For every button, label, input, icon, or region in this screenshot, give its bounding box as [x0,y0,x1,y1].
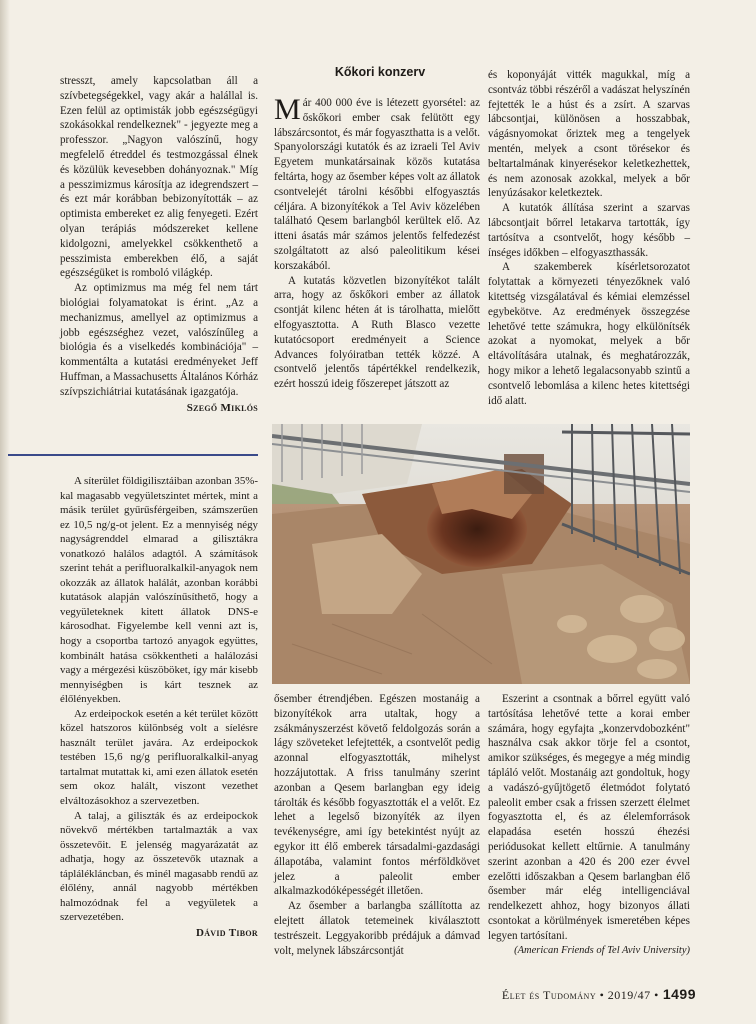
cave-excavation-icon [272,424,690,684]
paragraph: A síterület földigiliszt​áiban azonban 35%-kal magasabb vegyületszintet mértek, mint a másik terület gyűrűsférgeiben, számszerűen ez 10,5 ng/g-ot jelent. Ez a mennyiség négy nagyságrenddel elmarad a gilisztákra vonatkozó halálos adagtól. A számítások szerint tehát a perifluoralkalkil-anyagok nem okozzák az állatok halálát, azonban korábbi kutatások alapján valószínűsíthető, hogy a vegyületeknek kitett állatok DNS-e károsodhat. Figyelembe kell venni azt is, hogy a csoportba tartozó anyagok együttes, kombinált hatása csökkentheti a halálozási vagy a mérgezési küszöböket, így már kisebb mennyiségben is kárt tesznek az élőlényekben. [60,475,258,706]
paragraph: A szakemberek kísérletsorozatot folytattak a környezeti tényezőknek való kitettség vizsgálatával és kémiai elemzéssel egybekötve. Az eredmények összegzése lehetővé tette számukra, hogy elkülönítsék azokat a nyomokat, melyek a bőr eltávolítására utalnak, és meghatározzák, hogy mikor a lehető legalacsonyabb szintű a csontvelő lebomlása a kilenc hetes kitettségi idő alatt. [488,261,690,407]
cave-excavation-photo [272,424,690,684]
column-1-top [60,74,258,415]
author-signature: Szegő Miklós [186,401,258,414]
page-edge-shadow [0,0,10,1024]
paragraph: Az erdeipockok esetén a két terület között közel hatszoros különbség volt a síelésre használt terület javára. Az erdeipockok testében 15,6 ng/g perifluoralkalkil-anyag tartalmat mutattak ki, ami ezen állatok esetén sem okoz halált, viszont vezethet elváltozásokhoz a szervezetben. [60,707,258,808]
column-1-bottom [60,474,258,941]
paragraph: ősember étrendjében. Egészen mostanáig a bizonyítékok arra utaltak, hogy a zsákmányszerzést követő feldolgozás során a lágy szöveteket lefejtették, a csontvelőt pedig azonnal elfogyasztották, mihelyst hozzájutottak. A friss tanulmány szerint azonban a Qesem barlangban egy ideig tárolták és később fogyasztották el a velőt. Ez lehet a legelső bizonyíték az ilyen tevékenységre, ami így betekintést nyújt az egykor itt élő emberek társadalmi-gazdasági állapotába, valamint fontos mérföldkövet jelez a paleolit ember alkalmazkodóképességét illetően. [274,693,480,898]
article-title: Kőkori konzerv [334,65,426,79]
column-3-top [488,68,690,408]
paragraph: Az optimizmus ma még fel nem tárt biológiai folyamatokat is érint. „Az a mechanizmus, amellyel az optimizmus a jobb egészséghez vezet, valószínűleg a biológia és a viselkedés kombinációja" – kommentálta a kutatási eredményeket Jeff Huffman, a Massachusetts Általános Kórház szívpszichiátriai kutatásának igazgatója. [60,282,258,398]
paragraph [274,93,480,274]
magazine-issue: Élet és Tudomány • 2019/47 • [501,988,659,1002]
page-footer [502,986,696,1003]
paragraph-text: ár 400 000 éve is létezett gyorsétel: az őskőkori ember csak felütött egy lábszárcsontot, és már fogyaszthatta is a velőt. Spanyolországi kutatók és az izraeli Tel Aviv Egyetem munkatársainak közös kutatása feltárta, hogy az ősember képes volt az állatok csontvelejét tárolni későbbi elfogyasztás céljára. A bizonyítékok a Tel Aviv közelében található Qesem barlangból kerültek elő. Az itteni ásatás már számos jelentős felfedezést szolgáltatott az alsó paleolitikum kései korszakából. [274,97,480,272]
column-3-bottom [488,692,690,958]
column-2-bottom [274,692,480,958]
drop-cap: M [274,93,301,126]
paragraph: Eszerint a csontnak a bőrrel együtt való tartósítása lehetővé tette a korai ember számára, hogy egyfajta „konzervdobozként" használva csak akkor törje fel a csontot, amikor szükséges, és megegye a még mindig tápláló velőt. Mostanáig azt gondoltuk, hogy a vadászó-gyűjtögető életmódot folytató paleolit ember csak a frissen szerzett élelmet fogyasztotta el, és az élelemforrások elapadása esetén hosszú éhezési periódusokat kellett eltűrnie. A tanulmány szerint azonban a 420 és 200 ezer évvel ezelőtti időszakban a Qesem barlangban élő ősember már elég intelligenciával rendelkezett ahhoz, hogy bizonyos állati csontokat a körülmények ismeretében képes legyen tartósítani. [488,693,690,942]
paragraph: Az ősember a barlangba szállította az elejtett állatok tetemeinek kiválasztott testrészeit. Leggyakoribb prédájuk a dámvad volt, melynek lábszárcsontját [274,900,480,957]
paragraph: stresszt, amely kapcsolatban áll a szívbetegségekkel, vagy akár a halállal is. Ezen felül az optimisták jobb egészségügyi szokásokkal rendelkeznek" - jegyezte meg a professzor. „Nagyon valószínű, hogy megfelelő étreddel és testmozgással élnek és közülük kevesebben dohányoznak." Míg a pesszimizmus károsítja az idegrendszert – és ezt már korábban bebizonyították – az optimista embereket ez alig fenyegeti. Ezért olyan terápiás módszereket kellene kidolgozni, amelyekkel csökkenthető a pesszimista emberekben élő, a saját egészségüket is romboló világkép. [60,75,258,280]
paragraph: A kutatók állítása szerint a szarvas lábcsontjait bőrrel letakarva tartották, így tartósítva a csontvelőt, hogy később – ínséges időkben – elfogyaszthassák. [488,202,690,259]
paragraph: A talaj, a giliszták és az erdeipockok növekvő mértékben tartalmazták a vax összetevőit. E jelenség magyarázatát az adhatja, hogy az összetevők utaznak a táplálékláncban, és minél magasabb rendű az élőlény, annál nagyobb mértékben halmozódnak fel a vegyületek a szervezetében. [60,809,258,924]
paragraph: és koponyáját vitték magukkal, míg a csontváz többi részéről a vadászat helyszínén fejtették le a húst és a zsírt. A szarvas lábcsontjai, különösen a hosszabbak, vágásnyomokat őriztek meg a tengelyek mentén, melyek a csont törésekor és beltartalmának kinyerésekor keletkezhettek, és nem azonosak azokkal, melyek a bőr lenyúzásakor keletkeztek. [488,69,690,200]
section-divider [8,454,258,456]
page-number: 1499 [662,986,696,1002]
paragraph: A kutatás közvetlen bizonyítékot talált arra, hogy az őskőkori ember az állatok csontját kilenc héten át is tárolhatta, mielőtt elfogyasztotta. A Ruth Blasco vezette kutatócsoport eredményeit a Science Advances folyóiratban tették közzé. A csontvelő jelentős tápértékkel rendelkezik, ezért hosszú ideig főszerepet játszott az [274,274,480,391]
column-2-top [274,93,480,392]
source-credit: (American Friends of Tel Aviv University) [514,944,690,956]
author-signature: Dávid Tibor [195,926,258,939]
